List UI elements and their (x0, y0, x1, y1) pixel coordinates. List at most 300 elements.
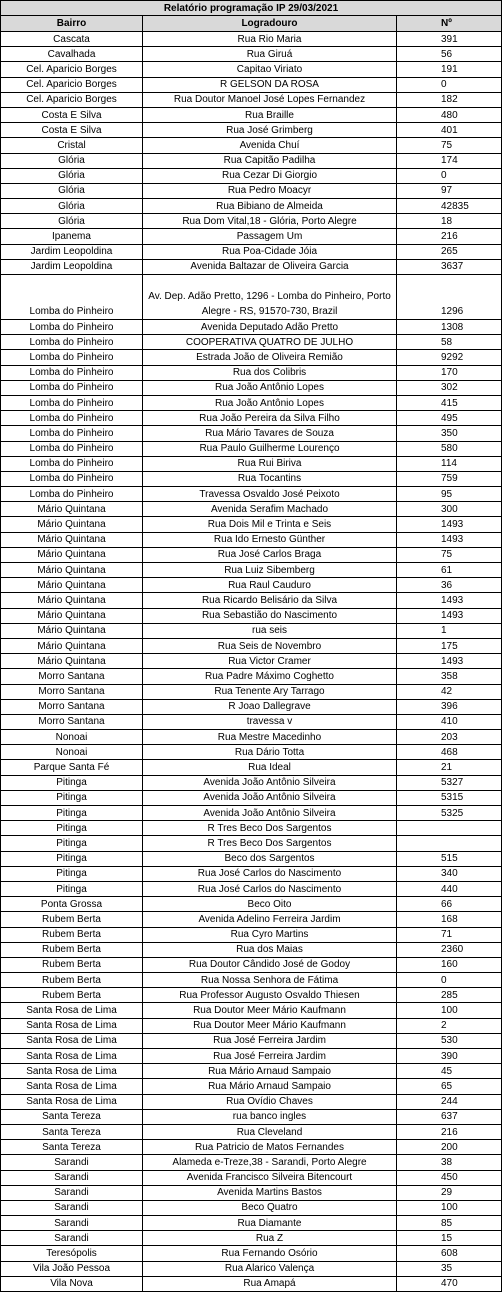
table-row (1, 654, 502, 669)
cell-numero: 38 (397, 1155, 502, 1170)
cell-bairro: Cascata (1, 32, 143, 47)
cell-numero: 160 (397, 957, 502, 972)
cell-logradouro: Rua Seis de Novembro (143, 638, 397, 653)
table-row (1, 62, 502, 77)
table-row (1, 593, 502, 608)
cell-logradouro: Av. Dep. Adão Pretto, 1296 - Lomba do Pinheiro, Porto Alegre - RS, 91570-730, Brazil (143, 275, 397, 320)
cell-logradouro: Rua Doutor Meer Mário Kaufmann (143, 1003, 397, 1018)
table-row (1, 547, 502, 562)
cell-numero (397, 821, 502, 836)
cell-bairro: Glória (1, 199, 143, 214)
cell-numero: 1493 (397, 654, 502, 669)
table-row (1, 1276, 502, 1291)
cell-bairro: Pitinga (1, 866, 143, 881)
cell-logradouro: Avenida João Antônio Silveira (143, 790, 397, 805)
cell-numero: 350 (397, 426, 502, 441)
cell-bairro: Rubem Berta (1, 957, 143, 972)
cell-numero: 0 (397, 77, 502, 92)
cell-bairro: Sarandi (1, 1200, 143, 1215)
cell-logradouro: Capitao Viriato (143, 62, 397, 77)
cell-logradouro: Rua Tenente Ary Tarrago (143, 684, 397, 699)
cell-logradouro: Rua Patricio de Matos Fernandes (143, 1140, 397, 1155)
cell-bairro: Sarandi (1, 1216, 143, 1231)
table-row (1, 608, 502, 623)
table-row (1, 441, 502, 456)
cell-bairro: Cristal (1, 138, 143, 153)
table-row (1, 1216, 502, 1231)
cell-logradouro: Rua Dois Mil e Trinta e Seis (143, 517, 397, 532)
cell-logradouro: Rua Mestre Macedinho (143, 730, 397, 745)
cell-numero: 2 (397, 1018, 502, 1033)
cell-bairro: Rubem Berta (1, 988, 143, 1003)
cell-logradouro: R Joao Dallegrave (143, 699, 397, 714)
cell-logradouro: Rua Cleveland (143, 1124, 397, 1139)
cell-numero: 358 (397, 669, 502, 684)
table-row (1, 775, 502, 790)
table-row (1, 897, 502, 912)
table-row (1, 47, 502, 62)
cell-numero: 396 (397, 699, 502, 714)
cell-numero: 29 (397, 1185, 502, 1200)
cell-bairro: Ponta Grossa (1, 897, 143, 912)
cell-bairro: Vila João Pessoa (1, 1261, 143, 1276)
cell-logradouro: Rua José Ferreira Jardim (143, 1049, 397, 1064)
table-row (1, 395, 502, 410)
cell-numero: 61 (397, 563, 502, 578)
cell-logradouro: Avenida Chuí (143, 138, 397, 153)
cell-logradouro: Rua Dário Totta (143, 745, 397, 760)
cell-numero: 168 (397, 912, 502, 927)
cell-bairro: Lomba do Pinheiro (1, 487, 143, 502)
table-row (1, 866, 502, 881)
cell-logradouro: Rua Mário Arnaud Sampaio (143, 1079, 397, 1094)
cell-numero: 300 (397, 502, 502, 517)
cell-bairro: Lomba do Pinheiro (1, 350, 143, 365)
table-row (1, 1049, 502, 1064)
cell-bairro: Mário Quintana (1, 563, 143, 578)
cell-logradouro: Rua Pedro Moacyr (143, 183, 397, 198)
table-row (1, 821, 502, 836)
table-row (1, 790, 502, 805)
cell-logradouro: Beco dos Sargentos (143, 851, 397, 866)
table-row (1, 973, 502, 988)
cell-logradouro: Rua Rio Maria (143, 32, 397, 47)
cell-logradouro: Rua Bibiano de Almeida (143, 199, 397, 214)
cell-numero: 3637 (397, 259, 502, 274)
table-row (1, 107, 502, 122)
cell-bairro: Rubem Berta (1, 912, 143, 927)
cell-bairro: Santa Rosa de Lima (1, 1064, 143, 1079)
cell-logradouro: Rua Fernando Osório (143, 1246, 397, 1261)
table-row (1, 836, 502, 851)
cell-bairro: Mário Quintana (1, 654, 143, 669)
cell-numero: 1493 (397, 517, 502, 532)
cell-bairro: Morro Santana (1, 714, 143, 729)
cell-bairro: Santa Rosa de Lima (1, 1094, 143, 1109)
cell-numero: 285 (397, 988, 502, 1003)
cell-bairro: Pitinga (1, 881, 143, 896)
cell-bairro: Cavalhada (1, 47, 143, 62)
header-row (1, 16, 502, 32)
cell-bairro: Sarandi (1, 1170, 143, 1185)
cell-logradouro: Rua José Carlos do Nascimento (143, 866, 397, 881)
cell-bairro: Santa Tereza (1, 1124, 143, 1139)
cell-logradouro: Travessa Osvaldo José Peixoto (143, 487, 397, 502)
cell-numero: 608 (397, 1246, 502, 1261)
cell-numero: 390 (397, 1049, 502, 1064)
cell-logradouro: Rua Padre Máximo Coghetto (143, 669, 397, 684)
table-row (1, 638, 502, 653)
cell-logradouro: Rua Amapá (143, 1276, 397, 1291)
cell-logradouro: Rua Ricardo Belisário da Silva (143, 593, 397, 608)
cell-numero: 450 (397, 1170, 502, 1185)
cell-bairro: Lomba do Pinheiro (1, 275, 143, 320)
cell-logradouro: Rua Sebastião do Nascimento (143, 608, 397, 623)
cell-bairro: Costa E Silva (1, 107, 143, 122)
cell-logradouro: Avenida Francisco Silveira Bitencourt (143, 1170, 397, 1185)
table-body (1, 32, 502, 1292)
cell-bairro: Teresópolis (1, 1246, 143, 1261)
cell-logradouro: Rua Luiz Sibemberg (143, 563, 397, 578)
cell-bairro: Mário Quintana (1, 547, 143, 562)
cell-logradouro: rua banco ingles (143, 1109, 397, 1124)
cell-logradouro: Rua João Pereira da Silva Filho (143, 411, 397, 426)
table-row (1, 623, 502, 638)
table-row (1, 1033, 502, 1048)
table-row (1, 730, 502, 745)
cell-numero: 45 (397, 1064, 502, 1079)
cell-logradouro: Rua Paulo Guilherme Lourenço (143, 441, 397, 456)
cell-bairro: Santa Tereza (1, 1109, 143, 1124)
cell-bairro: Pitinga (1, 836, 143, 851)
cell-logradouro: COOPERATIVA QUATRO DE JULHO (143, 335, 397, 350)
cell-bairro: Pitinga (1, 806, 143, 821)
cell-bairro: Glória (1, 183, 143, 198)
cell-numero: 97 (397, 183, 502, 198)
cell-numero: 182 (397, 92, 502, 107)
cell-logradouro: Rua Ido Ernesto Günther (143, 532, 397, 547)
cell-bairro: Rubem Berta (1, 942, 143, 957)
cell-logradouro: Rua Alarico Valença (143, 1261, 397, 1276)
table-row (1, 927, 502, 942)
cell-numero: 5325 (397, 806, 502, 821)
table-row (1, 1109, 502, 1124)
table-row (1, 1246, 502, 1261)
cell-numero: 470 (397, 1276, 502, 1291)
cell-logradouro: Rua Professor Augusto Osvaldo Thiesen (143, 988, 397, 1003)
table-row (1, 1261, 502, 1276)
cell-logradouro: Rua Diamante (143, 1216, 397, 1231)
table-row (1, 1200, 502, 1215)
cell-numero: 495 (397, 411, 502, 426)
table-row (1, 912, 502, 927)
cell-numero: 175 (397, 638, 502, 653)
table-row (1, 138, 502, 153)
table-row (1, 745, 502, 760)
cell-bairro: Santa Rosa de Lima (1, 1079, 143, 1094)
cell-numero: 1493 (397, 608, 502, 623)
cell-numero: 21 (397, 760, 502, 775)
table-row (1, 335, 502, 350)
cell-numero: 65 (397, 1079, 502, 1094)
cell-numero: 114 (397, 456, 502, 471)
cell-logradouro: Avenida Adelino Ferreira Jardim (143, 912, 397, 927)
cell-numero: 9292 (397, 350, 502, 365)
cell-bairro: Nonoai (1, 730, 143, 745)
cell-numero: 480 (397, 107, 502, 122)
table-row (1, 532, 502, 547)
cell-logradouro: Rua Ideal (143, 760, 397, 775)
cell-logradouro: Rua Ovídio Chaves (143, 1094, 397, 1109)
table-row (1, 578, 502, 593)
cell-bairro: Lomba do Pinheiro (1, 395, 143, 410)
cell-bairro: Mário Quintana (1, 608, 143, 623)
cell-numero: 85 (397, 1216, 502, 1231)
cell-numero: 530 (397, 1033, 502, 1048)
table-row (1, 275, 502, 320)
table-row (1, 1064, 502, 1079)
table-row (1, 183, 502, 198)
cell-numero: 56 (397, 47, 502, 62)
cell-numero: 244 (397, 1094, 502, 1109)
cell-logradouro: Rua Nossa Senhora de Fátima (143, 973, 397, 988)
cell-bairro: Sarandi (1, 1185, 143, 1200)
cell-bairro: Pitinga (1, 790, 143, 805)
table-row (1, 1124, 502, 1139)
column-header-logradouro: Logradouro (143, 16, 397, 32)
cell-bairro: Santa Rosa de Lima (1, 1049, 143, 1064)
table-row (1, 214, 502, 229)
table-row (1, 92, 502, 107)
column-header-numero: Nº (397, 16, 502, 32)
cell-logradouro: Rua Cezar Di Giorgio (143, 168, 397, 183)
table-row (1, 851, 502, 866)
table-row (1, 153, 502, 168)
cell-bairro: Mário Quintana (1, 593, 143, 608)
cell-logradouro: Avenida Deputado Adão Pretto (143, 320, 397, 335)
table-row (1, 365, 502, 380)
table-row (1, 456, 502, 471)
cell-bairro: Jardim Leopoldina (1, 259, 143, 274)
cell-bairro: Glória (1, 214, 143, 229)
table-row (1, 502, 502, 517)
cell-logradouro: Beco Quatro (143, 1200, 397, 1215)
cell-bairro: Santa Rosa de Lima (1, 1018, 143, 1033)
cell-bairro: Cel. Aparicio Borges (1, 92, 143, 107)
cell-numero: 75 (397, 138, 502, 153)
table-row (1, 350, 502, 365)
cell-bairro: Rubem Berta (1, 973, 143, 988)
cell-numero: 2360 (397, 942, 502, 957)
cell-numero: 95 (397, 487, 502, 502)
cell-logradouro: Estrada João de Oliveira Remião (143, 350, 397, 365)
table-row (1, 1155, 502, 1170)
cell-numero: 1493 (397, 532, 502, 547)
table-row (1, 1185, 502, 1200)
cell-numero: 515 (397, 851, 502, 866)
cell-numero: 340 (397, 866, 502, 881)
cell-bairro: Glória (1, 153, 143, 168)
table-row (1, 32, 502, 47)
cell-numero: 174 (397, 153, 502, 168)
cell-numero: 5327 (397, 775, 502, 790)
cell-bairro: Santa Rosa de Lima (1, 1003, 143, 1018)
cell-numero: 759 (397, 471, 502, 486)
cell-logradouro: Avenida Baltazar de Oliveira Garcia (143, 259, 397, 274)
cell-numero: 58 (397, 335, 502, 350)
cell-logradouro: travessa v (143, 714, 397, 729)
cell-logradouro: Avenida João Antônio Silveira (143, 775, 397, 790)
cell-numero: 637 (397, 1109, 502, 1124)
cell-bairro: Mário Quintana (1, 532, 143, 547)
cell-numero: 1493 (397, 593, 502, 608)
cell-bairro: Sarandi (1, 1231, 143, 1246)
cell-logradouro: Rua Tocantins (143, 471, 397, 486)
cell-logradouro: Rua Mário Tavares de Souza (143, 426, 397, 441)
table-row (1, 684, 502, 699)
cell-logradouro: Rua Victor Cramer (143, 654, 397, 669)
cell-numero: 66 (397, 897, 502, 912)
cell-logradouro: Alameda e-Treze,38 - Sarandi, Porto Alegre (143, 1155, 397, 1170)
cell-logradouro: R GELSON DA ROSA (143, 77, 397, 92)
table-row (1, 426, 502, 441)
table-row (1, 1094, 502, 1109)
cell-numero: 75 (397, 547, 502, 562)
cell-bairro: Santa Rosa de Lima (1, 1033, 143, 1048)
cell-bairro: Sarandi (1, 1155, 143, 1170)
table-row (1, 1079, 502, 1094)
cell-numero: 1 (397, 623, 502, 638)
title-row (1, 1, 502, 16)
table-row (1, 1140, 502, 1155)
cell-bairro: Santa Tereza (1, 1140, 143, 1155)
cell-logradouro: Rua João Antônio Lopes (143, 395, 397, 410)
cell-numero: 36 (397, 578, 502, 593)
cell-bairro: Rubem Berta (1, 927, 143, 942)
cell-numero: 415 (397, 395, 502, 410)
cell-logradouro: Rua José Carlos Braga (143, 547, 397, 562)
cell-numero: 216 (397, 1124, 502, 1139)
cell-numero: 302 (397, 380, 502, 395)
cell-bairro: Lomba do Pinheiro (1, 426, 143, 441)
cell-bairro: Pitinga (1, 851, 143, 866)
cell-numero: 440 (397, 881, 502, 896)
cell-bairro: Lomba do Pinheiro (1, 335, 143, 350)
cell-logradouro: Rua Capitão Padilha (143, 153, 397, 168)
cell-numero: 170 (397, 365, 502, 380)
cell-numero: 1296 (397, 275, 502, 320)
table-row (1, 77, 502, 92)
table-row (1, 1018, 502, 1033)
cell-logradouro: Avenida Martins Bastos (143, 1185, 397, 1200)
cell-numero: 391 (397, 32, 502, 47)
cell-numero: 0 (397, 168, 502, 183)
cell-logradouro: Rua Z (143, 1231, 397, 1246)
cell-bairro: Vila Nova (1, 1276, 143, 1291)
cell-numero: 401 (397, 123, 502, 138)
cell-logradouro: Rua Poa-Cidade Jóia (143, 244, 397, 259)
cell-numero: 15 (397, 1231, 502, 1246)
cell-logradouro: Rua Doutor Manoel José Lopes Fernandez (143, 92, 397, 107)
table-row (1, 168, 502, 183)
cell-logradouro: Rua José Carlos do Nascimento (143, 881, 397, 896)
cell-bairro: Lomba do Pinheiro (1, 411, 143, 426)
table-row (1, 1170, 502, 1185)
cell-numero (397, 836, 502, 851)
cell-logradouro: Rua Doutor Meer Mário Kaufmann (143, 1018, 397, 1033)
cell-logradouro: R Tres Beco Dos Sargentos (143, 821, 397, 836)
table-row (1, 806, 502, 821)
cell-logradouro: Rua Dom Vital,18 - Glória, Porto Alegre (143, 214, 397, 229)
cell-bairro: Pitinga (1, 821, 143, 836)
table-row (1, 957, 502, 972)
cell-numero: 191 (397, 62, 502, 77)
cell-numero: 203 (397, 730, 502, 745)
cell-logradouro: Rua José Grimberg (143, 123, 397, 138)
cell-bairro: Pitinga (1, 775, 143, 790)
cell-bairro: Lomba do Pinheiro (1, 365, 143, 380)
cell-bairro: Lomba do Pinheiro (1, 380, 143, 395)
table-row (1, 123, 502, 138)
cell-bairro: Lomba do Pinheiro (1, 471, 143, 486)
table-row (1, 517, 502, 532)
cell-numero: 71 (397, 927, 502, 942)
cell-bairro: Mário Quintana (1, 623, 143, 638)
table-row (1, 471, 502, 486)
table-row (1, 714, 502, 729)
cell-bairro: Morro Santana (1, 669, 143, 684)
cell-numero: 468 (397, 745, 502, 760)
cell-numero: 200 (397, 1140, 502, 1155)
cell-numero: 265 (397, 244, 502, 259)
cell-logradouro: rua seis (143, 623, 397, 638)
cell-logradouro: Rua Rui Biriva (143, 456, 397, 471)
cell-bairro: Glória (1, 168, 143, 183)
cell-numero: 1308 (397, 320, 502, 335)
cell-bairro: Parque Santa Fé (1, 760, 143, 775)
cell-bairro: Morro Santana (1, 684, 143, 699)
table-row (1, 259, 502, 274)
cell-logradouro: Rua Mário Arnaud Sampaio (143, 1064, 397, 1079)
cell-bairro: Mário Quintana (1, 638, 143, 653)
cell-bairro: Nonoai (1, 745, 143, 760)
table-row (1, 988, 502, 1003)
cell-logradouro: Rua Giruá (143, 47, 397, 62)
table-row (1, 881, 502, 896)
cell-numero: 42835 (397, 199, 502, 214)
cell-logradouro: Rua Doutor Cândido José de Godoy (143, 957, 397, 972)
cell-numero: 35 (397, 1261, 502, 1276)
table-row (1, 380, 502, 395)
table-row (1, 1231, 502, 1246)
cell-logradouro: Rua João Antônio Lopes (143, 380, 397, 395)
report-title: Relatório programação IP 29/03/2021 (1, 1, 502, 16)
cell-logradouro: R Tres Beco Dos Sargentos (143, 836, 397, 851)
cell-bairro: Costa E Silva (1, 123, 143, 138)
cell-bairro: Mário Quintana (1, 517, 143, 532)
cell-logradouro: Passagem Um (143, 229, 397, 244)
cell-bairro: Lomba do Pinheiro (1, 320, 143, 335)
cell-logradouro: Avenida João Antônio Silveira (143, 806, 397, 821)
table-row (1, 1003, 502, 1018)
table-row (1, 244, 502, 259)
table-row (1, 942, 502, 957)
table-row (1, 487, 502, 502)
cell-logradouro: Rua Cyro Martins (143, 927, 397, 942)
cell-bairro: Cel. Aparicio Borges (1, 77, 143, 92)
cell-logradouro: Avenida Serafim Machado (143, 502, 397, 517)
table-row (1, 669, 502, 684)
